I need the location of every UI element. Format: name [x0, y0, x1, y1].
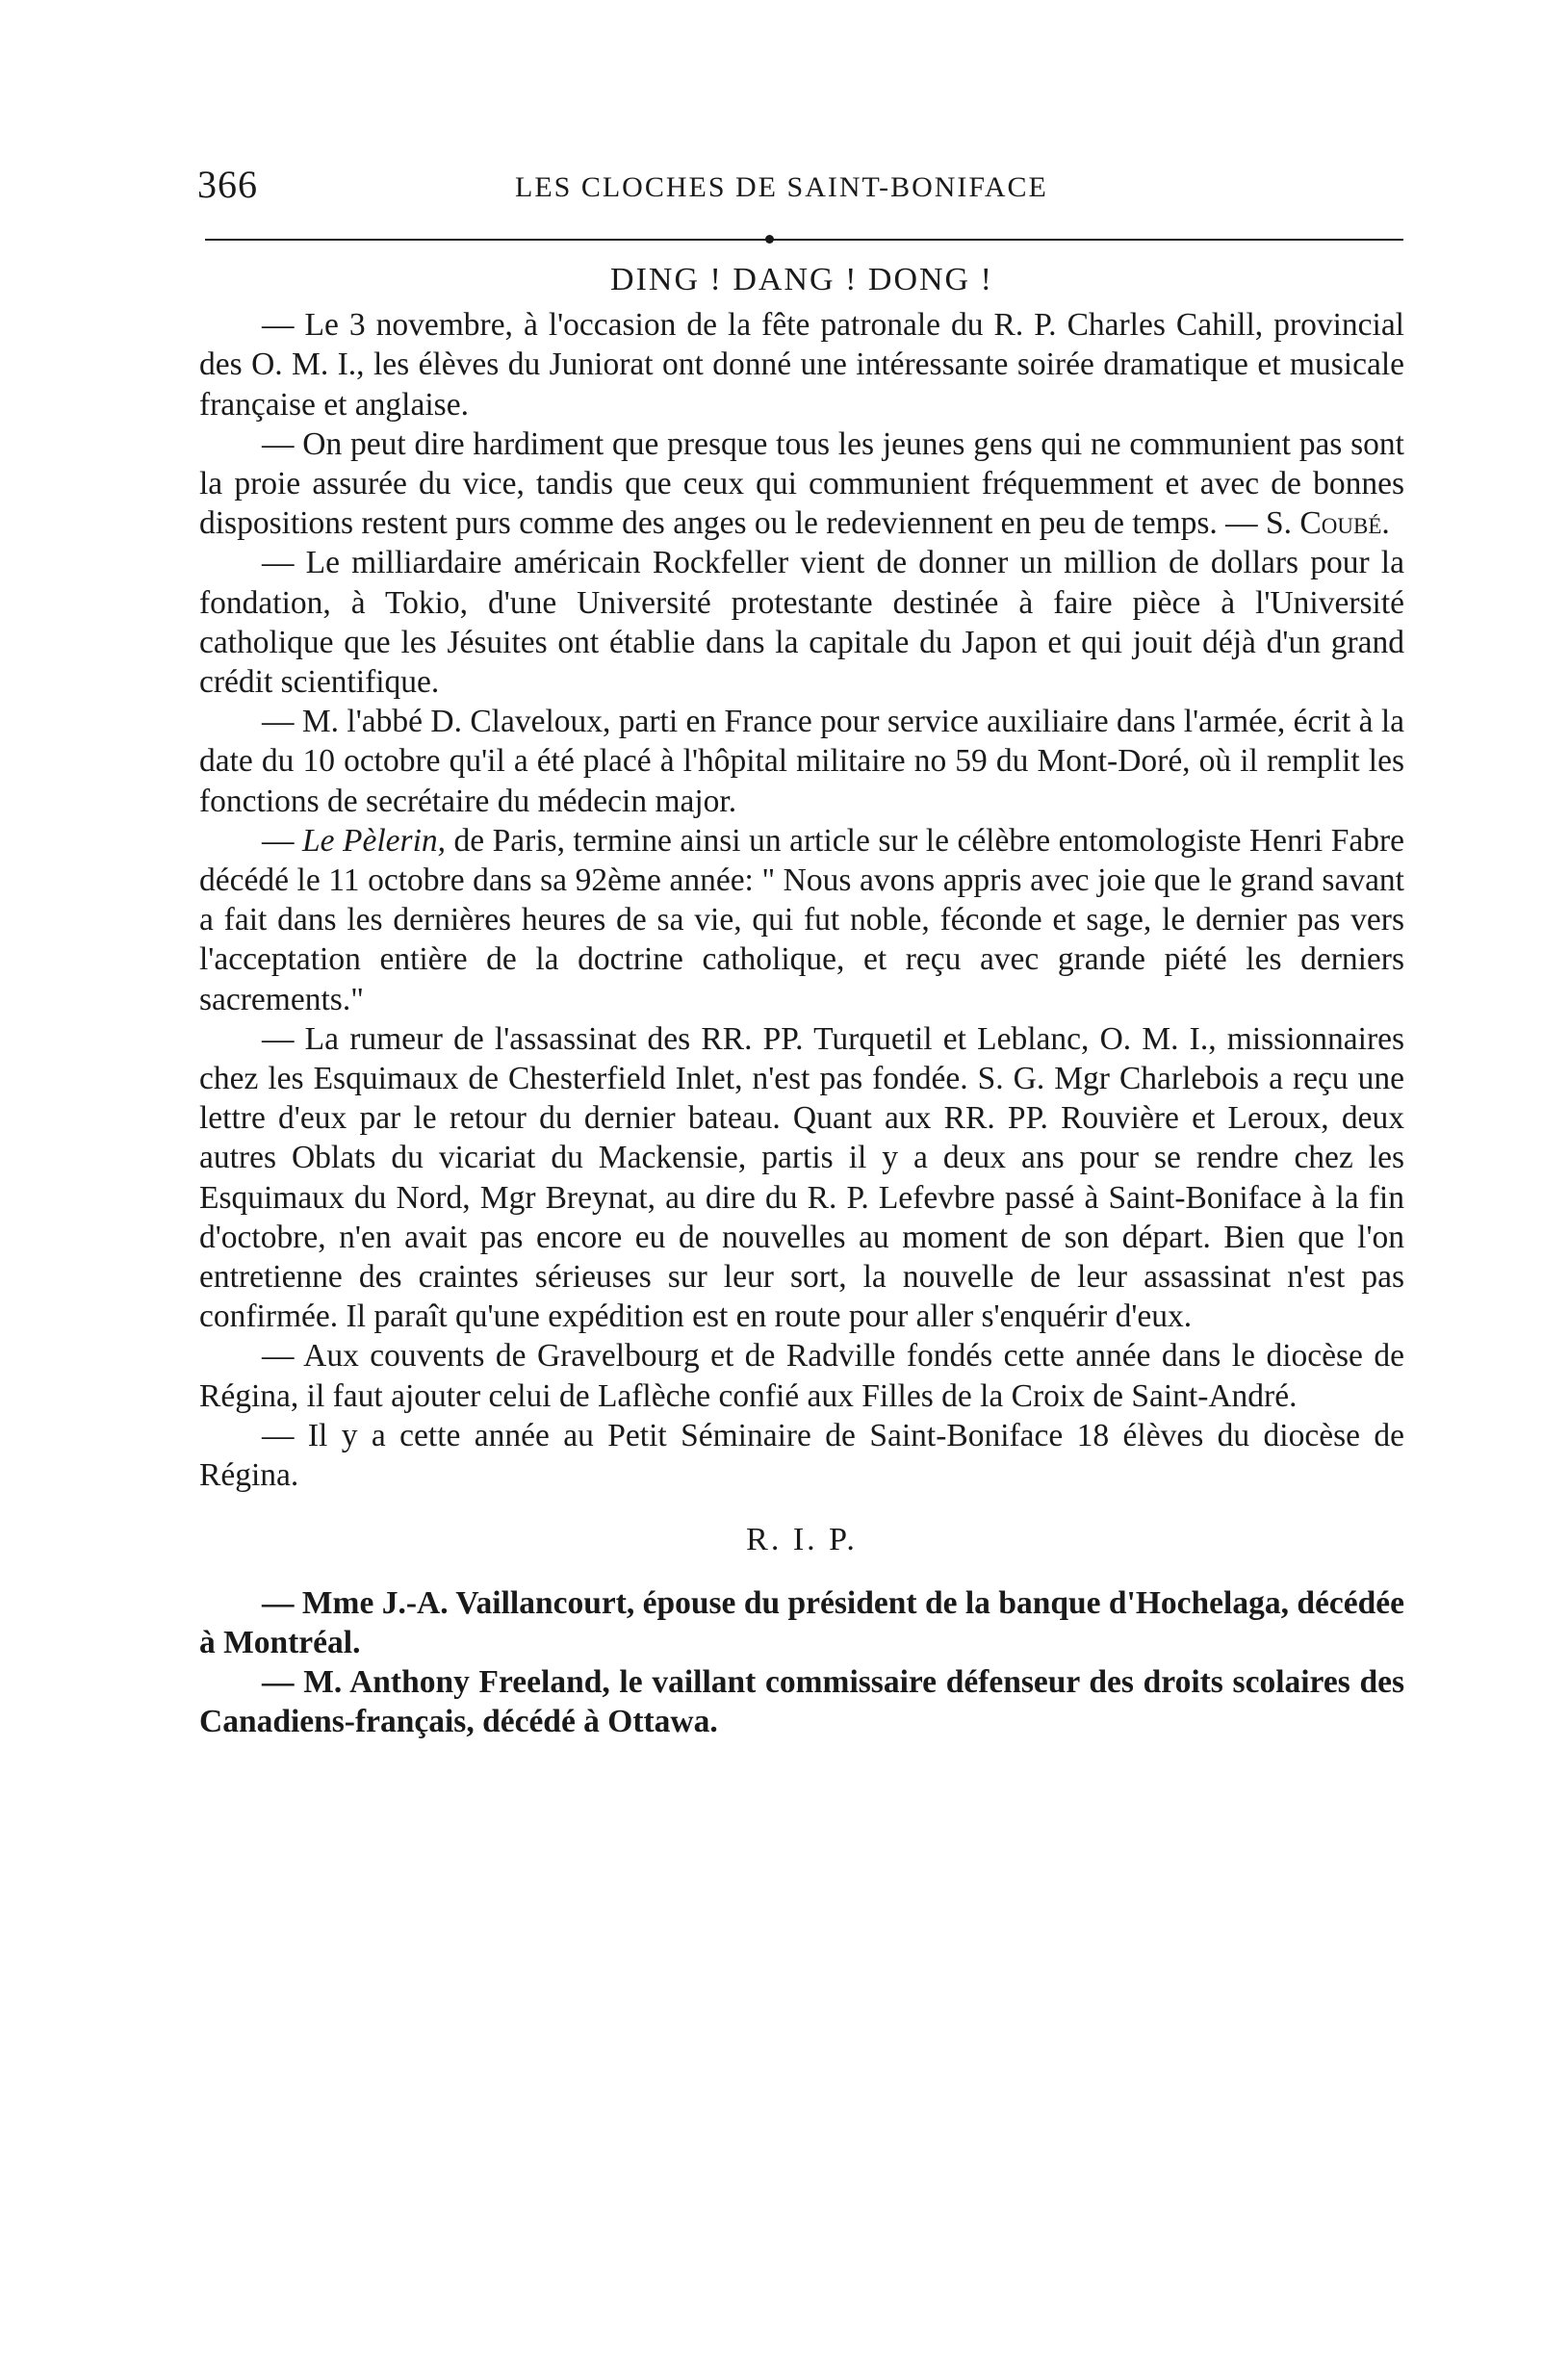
news-item-fabre	[199, 821, 1404, 1019]
news-item-rockfeller: — Le milliardaire américain Rockfeller vient de donner un million de dollars pour la fondation, à Tokio, d'une Université protestante destinée à faire pièce à l'Université catholique que les Jésuites ont établie dans la capitale du Japon et qui jouit déjà d'un grand crédit scientifique.	[199, 545, 1404, 701]
news-item-claveloux: — M. l'abbé D. Claveloux, parti en France pour service auxiliaire dans l'armée, écrit à la date du 10 octobre qu'il a été placé à l'hôpital militaire no 59 du Mont-Doré, où il remplit les fonctions de secrétaire du médecin major.	[199, 704, 1404, 819]
news-item-fabre-lead: —	[262, 822, 295, 859]
news-item-seminary: — Il y a cette année au Petit Séminaire de Saint-Boniface 18 élèves du diocèse de Régina.	[199, 1417, 1404, 1494]
header-rule	[205, 239, 1403, 241]
news-item-communion-signature: S. Coubé.	[1266, 505, 1390, 542]
news-item-convents: — Aux couvents de Gravelbourg et de Radville fondés cette année dans le diocèse de Régina, il faut ajouter celui de Laflèche confié aux Filles de la Croix de Saint-André.	[199, 1338, 1404, 1414]
news-item-missionaries: — La rumeur de l'assassinat des RR. PP. Turquetil et Leblanc, O. M. I., missionnaires chez les Esquimaux de Chesterfield Inlet, n'est pas fondée. S. G. Mgr Charlebois a reçu une lettre d'eux par le retour du dernier bateau. Quant aux RR. PP. Rouvière et Leroux, deux autres Oblats du vicariat du Mackensie, partis il y a deux ans pour se rendre chez les Esquimaux du Nord, Mgr Breynat, au dire du R. P. Lefevbre passé à Saint-Boniface à la fin d'octobre, n'en avait pas encore eu de nouvelles au moment de son départ. Bien que l'on entretienne des craintes sérieuses sur leur sort, la nouvelle de leur assassinat n'est pas confirmée. Il paraît qu'une expédition est en route pour aller s'enquérir d'eux.	[199, 1020, 1404, 1335]
news-item-communion	[199, 424, 1404, 544]
article-body	[199, 258, 1404, 1741]
news-item-juniorat: — Le 3 novembre, à l'occasion de la fête patronale du R. P. Charles Cahill, provincial des O. M. I., les élèves du Juniorat ont donné une intéressante soirée dramatique et musicale française et anglaise.	[199, 307, 1404, 423]
news-item-fabre-publication: Le Pèlerin,	[302, 822, 446, 859]
page-number: 366	[197, 163, 258, 206]
page-header	[197, 162, 1405, 219]
news-section-title: DING ! DANG ! DONG !	[610, 262, 993, 297]
header-rule-ornament	[765, 235, 774, 244]
obituary-vaillancourt: — Mme J.-A. Vaillancourt, épouse du président de la banque d'Hochelaga, décédée à Montréal.	[199, 1584, 1404, 1660]
obituary-freeland: — M. Anthony Freeland, le vaillant commissaire défenseur des droits scolaires des Canadiens-français, décédé à Ottawa.	[199, 1663, 1404, 1740]
news-item-fabre-text: de Paris, termine ainsi un article sur le célèbre entomologiste Henri Fabre décédé le 11 octobre dans sa 92ème année: " Nous avons appris avec joie que le grand savant a fait dans les dernières heures de sa vie, qui fut noble, féconde et sage, le dernier pas vers l'acceptation entière de la doctrine catholique, et reçu avec grande piété les derniers sacrements."	[199, 822, 1405, 1017]
rip-section-title: R. I. P.	[746, 1522, 858, 1558]
running-title: LES CLOCHES DE SAINT-BONIFACE	[515, 171, 1048, 203]
news-item-communion-text: — On peut dire hardiment que presque tous les jeunes gens qui ne communient pas sont la proie assurée du vice, tandis que ceux qui communient fréquemment et avec de bonnes dispositions restent purs comme des anges ou le redeviennent en peu de temps. —	[199, 425, 1404, 542]
